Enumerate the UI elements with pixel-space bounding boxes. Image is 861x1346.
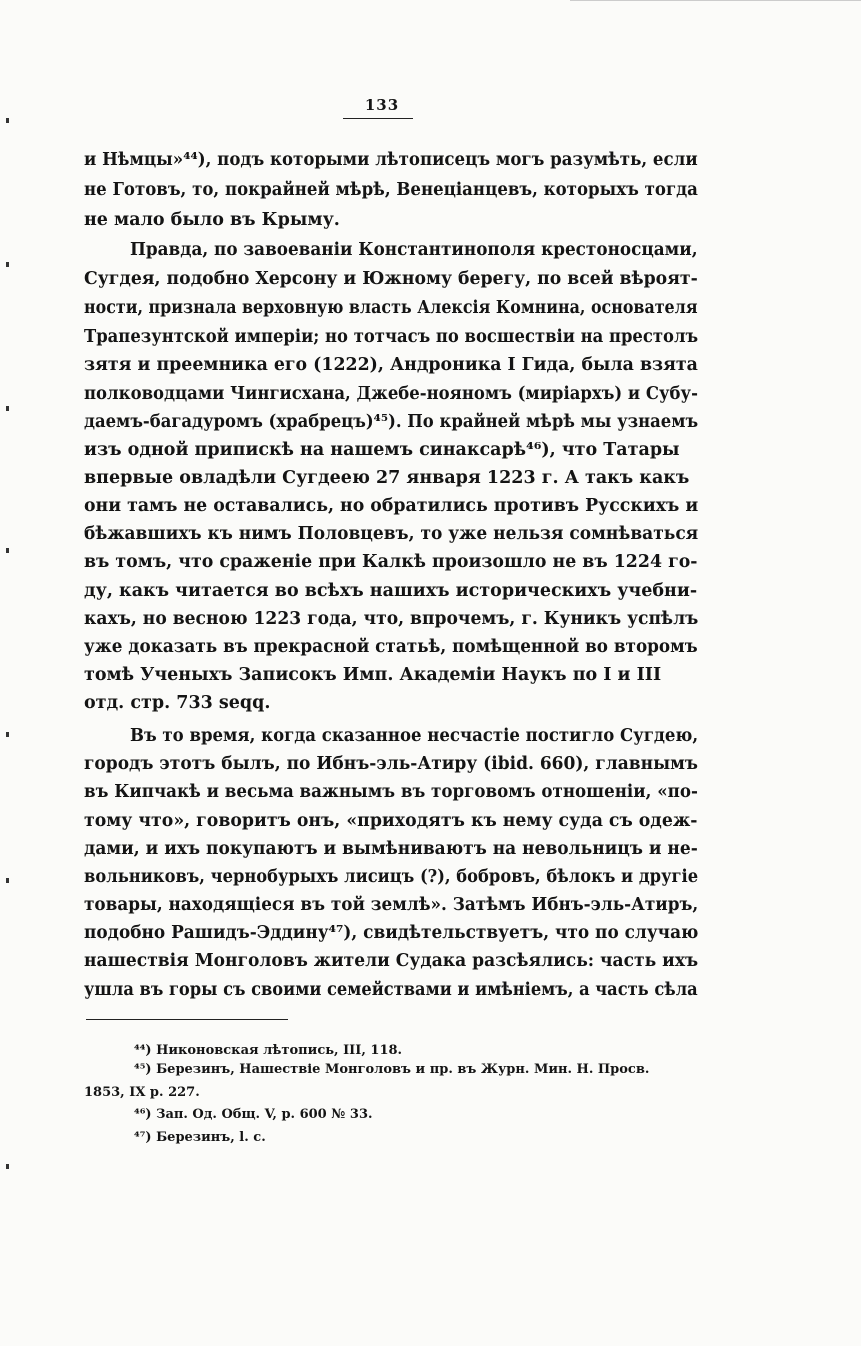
text-line: томѣ Ученыхъ Записокъ Имп. Академіи Наукъ по I и III	[84, 665, 662, 685]
footnote: ⁴⁴) Никоновская лѣтопись, III, 118.	[134, 1043, 403, 1058]
text-line: Правда, по завоеваніи Константинополя крестоносцами,	[130, 240, 698, 260]
margin-mark	[6, 118, 9, 123]
text-line: Въ то время, когда сказанное несчастіе постигло Сугдею,	[130, 726, 699, 746]
text-line: ушла въ горы съ своими семействами и имѣніемъ, а часть сѣла	[84, 980, 698, 1000]
footnote: ⁴⁶) Зап. Од. Общ. V, р. 600 № 33.	[134, 1107, 373, 1122]
text-line: не Готовъ, то, покрайней мѣрѣ, Венеціанцевъ, которыхъ тогда	[84, 180, 698, 200]
footnote: ⁴⁵) Березинъ, Нашествіе Монголовъ и пр. въ Журн. Мин. Н. Просв.	[134, 1062, 650, 1077]
margin-mark	[6, 1164, 9, 1169]
text-line: тому что», говоритъ онъ, «приходятъ къ нему суда съ одеж-	[84, 811, 698, 831]
text-line: уже доказать въ прекрасной статьѣ, помѣщенной во второмъ	[84, 637, 698, 657]
margin-mark	[6, 732, 9, 737]
text-line: городъ этотъ былъ, по Ибнъ-эль-Атиру (ibid. 660), главнымъ	[84, 754, 698, 774]
footnote-rule	[86, 1019, 288, 1020]
text-line: даемъ-багадуромъ (храбрецъ)⁴⁵). По крайней мѣрѣ мы узнаемъ	[84, 412, 699, 432]
footnote: ⁴⁷) Березинъ, l. c.	[134, 1130, 266, 1145]
text-line: полководцами Чингисхана, Джебе-нояномъ (миріархъ) и Субу-	[84, 384, 698, 404]
text-line: бѣжавшихъ къ нимъ Половцевъ, то уже нельзя сомнѣваться	[84, 524, 699, 544]
text-line: и Нѣмцы»⁴⁴), подъ которыми лѣтописецъ могъ разумѣть, если	[84, 150, 698, 170]
text-line: Сугдея, подобно Херсону и Южному берегу, по всей вѣроят-	[84, 269, 698, 289]
text-line: товары, находящіеся въ той землѣ». Затѣмъ Ибнъ-эль-Атиръ,	[84, 895, 699, 915]
text-line: вольниковъ, чернобурыхъ лисицъ (?), бобровъ, бѣлокъ и другіе	[84, 867, 699, 887]
text-line: въ томъ, что сраженіе при Калкѣ произошло не въ 1224 го-	[84, 552, 698, 572]
footnote-continuation: 1853, IX р. 227.	[84, 1085, 200, 1100]
page-number: 133	[364, 96, 400, 114]
text-line: кахъ, но весною 1223 года, что, впрочемъ, г. Куникъ успѣлъ	[84, 609, 699, 629]
text-line: отд. стр. 733 seqq.	[84, 693, 271, 713]
text-line: зятя и преемника его (1222), Андроника I Гида, была взята	[84, 355, 698, 375]
text-line: ду, какъ читается во всѣхъ нашихъ историческихъ учебни-	[84, 581, 698, 601]
text-line: изъ одной припискѣ на нашемъ синаксарѣ⁴⁶), что Татары	[84, 440, 680, 460]
text-line: ности, признала верховную власть Алексія Комнина, основателя	[84, 298, 698, 318]
margin-mark	[6, 406, 9, 411]
text-line: въ Кипчакѣ и весьма важнымъ въ торговомъ отношеніи, «по-	[84, 782, 698, 802]
page-number-rule	[343, 118, 413, 119]
text-line: не мало было въ Крыму.	[84, 210, 340, 230]
text-line: нашествія Монголовъ жители Судака разсѣялись: часть ихъ	[84, 951, 699, 971]
text-line: Трапезунтской имперіи; но тотчасъ по восшествіи на престолъ	[84, 327, 699, 347]
margin-mark	[6, 262, 9, 267]
margin-mark	[6, 548, 9, 553]
text-line: подобно Рашидъ-Эддину⁴⁷), свидѣтельствуетъ, что по случаю	[84, 923, 699, 943]
text-line: впервые овладѣли Сугдеею 27 января 1223 г. А такъ какъ	[84, 468, 690, 488]
margin-mark	[6, 878, 9, 883]
scan-edge-line	[570, 0, 861, 1]
text-line: дами, и ихъ покупаютъ и вымѣниваютъ на невольницъ и не-	[84, 839, 698, 859]
text-line: они тамъ не оставались, но обратились противъ Русскихъ и	[84, 496, 699, 516]
